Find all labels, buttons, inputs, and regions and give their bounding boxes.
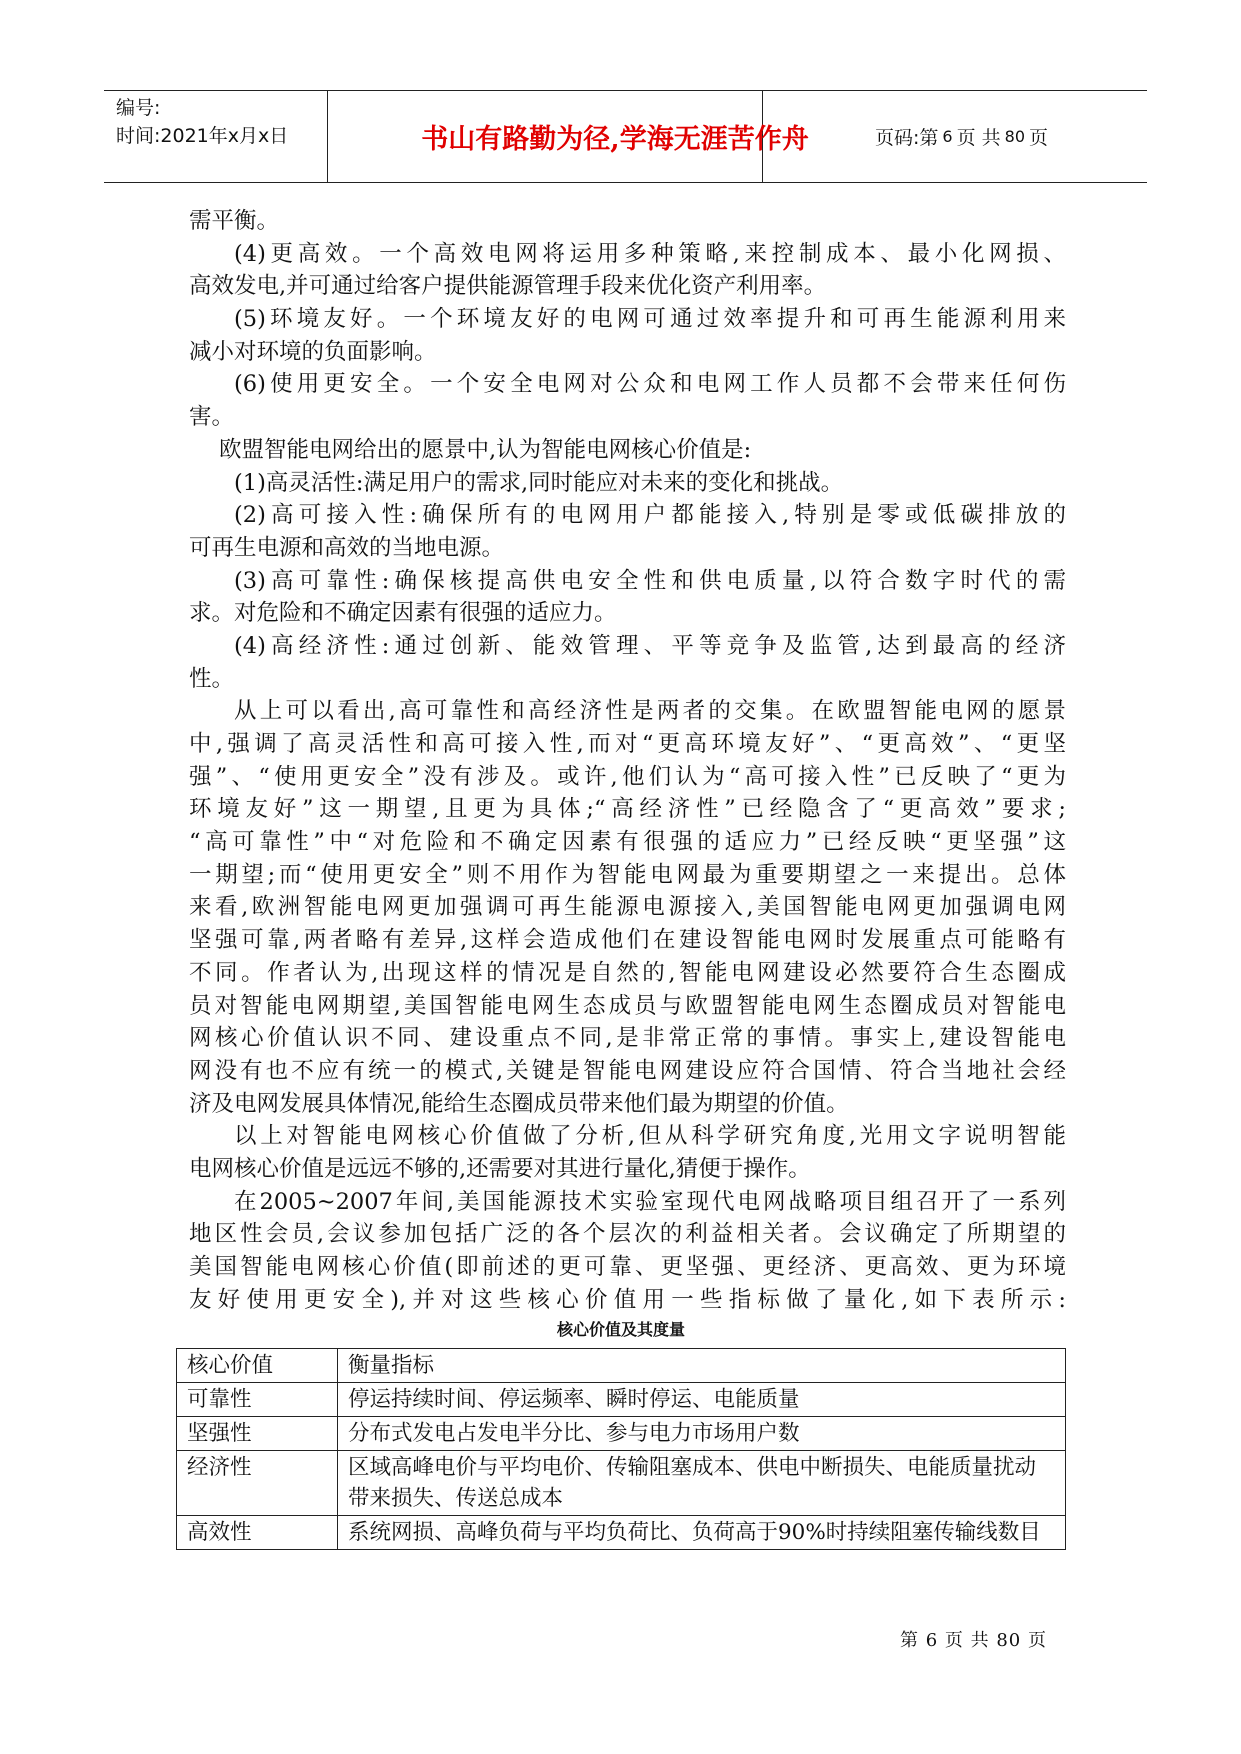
table-cell-value: 经济性 (177, 1451, 338, 1516)
body-line: 以上对智能电网核心价值做了分析,但从科学研究角度,光用文字说明智能 (234, 1123, 1066, 1150)
header-motto: 书山有路勤为径,学海无涯苦作舟 (421, 123, 809, 155)
table-cell-metric: 停运持续时间、停运频率、瞬时停运、电能质量 (338, 1383, 1066, 1417)
body-line: 减小对环境的负面影响。 (189, 338, 437, 365)
page-current: 6 (942, 126, 953, 146)
table-header-cell: 核心价值 (177, 1349, 338, 1383)
body-line: 中,强调了高灵活性和高可接入性,而对“更高环境友好”、“更高效”、“更坚 (189, 731, 1066, 757)
page-footer: 第 6 页 共 80 页 (900, 1630, 1047, 1651)
document-body (189, 205, 1066, 1316)
table-row (177, 1516, 1066, 1550)
page-prefix: 页码:第 (875, 126, 939, 149)
body-line: 友好使用更安全),并对这些核心价值用一些指标做了量化,如下表所示: (189, 1286, 1066, 1313)
core-value-table (176, 1348, 1066, 1550)
table-cell-metric: 分布式发电占发电半分比、参与电力市场用户数 (338, 1417, 1066, 1451)
body-line: (4)更高效。一个高效电网将运用多种策略,来控制成本、最小化网损、 (234, 240, 1066, 267)
header-meta (116, 94, 288, 150)
document-time-label: 时间:2021年x月x日 (116, 125, 289, 147)
body-line: (5)环境友好。一个环境友好的电网可通过效率提升和可再生能源利用来 (234, 306, 1066, 333)
body-line: 电网核心价值是远远不够的,还需要对其进行量化,猜便于操作。 (189, 1155, 811, 1182)
table-cell-metric: 系统网损、高峰负荷与平均负荷比、负荷高于90%时持续阻塞传输线数目 (338, 1516, 1066, 1550)
header-divider-left (327, 90, 328, 182)
body-line: (6)使用更安全。一个安全电网对公众和电网工作人员都不会带来任何伤 (234, 371, 1066, 398)
body-line: 网核心价值认识不同、建设重点不同,是非常正常的事情。事实上,建设智能电 (189, 1025, 1066, 1052)
body-line: 可再生电源和高效的当地电源。 (189, 534, 505, 561)
body-line: 济及电网发展具体情况,能给生态圈成员带来他们最为期望的价值。 (189, 1090, 849, 1117)
body-line: (2)高可接入性:确保所有的电网用户都能接入,特别是零或低碳排放的 (234, 502, 1066, 529)
document-number-label: 编号: (116, 97, 161, 119)
table-cell-metric: 区域高峰电价与平均电价、传输阻塞成本、供电中断损失、电能质量扰动带来损失、传送总成本 (338, 1451, 1066, 1516)
header-bottom-rule (104, 182, 1147, 183)
body-line: “高可靠性”中“对危险和不确定因素有很强的适应力”已经反映“更坚强”这 (189, 829, 1066, 856)
page-mid: 页 共 (956, 126, 1001, 149)
body-line: 强”、“使用更安全”没有涉及。或许,他们认为“高可接入性”已反映了“更为 (189, 763, 1066, 790)
body-line: 一期望;而“使用更安全”则不用作为智能电网最为重要期望之一来提出。总体 (189, 861, 1066, 888)
table-cell-value: 高效性 (177, 1516, 338, 1550)
body-line: 害。 (189, 404, 235, 431)
body-line: 不同。作者认为,出现这样的情况是自然的,智能电网建设必然要符合生态圈成 (189, 959, 1066, 986)
body-line: 美国智能电网核心价值(即前述的更可靠、更坚强、更经济、更高效、更为环境 (189, 1254, 1066, 1280)
table-cell-value: 可靠性 (177, 1383, 338, 1417)
body-line: 环境友好”这一期望,且更为具体;“高经济性”已经隐含了“更高效”要求; (189, 796, 1066, 823)
body-line: 网没有也不应有统一的模式,关键是智能电网建设应符合国情、符合当地社会经 (189, 1057, 1066, 1084)
body-line: (1)高灵活性:满足用户的需求,同时能应对未来的变化和挑战。 (234, 469, 844, 496)
header-page-info (875, 90, 1048, 182)
body-line: 员对智能电网期望,美国智能电网生态成员与欧盟智能电网生态圈成员对智能电 (189, 992, 1066, 1019)
body-line: 性。 (189, 665, 235, 692)
page-suffix: 页 (1029, 126, 1049, 149)
table-cell-value: 坚强性 (177, 1417, 338, 1451)
body-line: 从上可以看出,高可靠性和高经济性是两者的交集。在欧盟智能电网的愿景 (234, 698, 1066, 725)
body-line: (3)高可靠性:确保核提高供电安全性和供电质量,以符合数字时代的需 (234, 567, 1066, 594)
body-line: 求。对危险和不确定因素有很强的适应力。 (189, 600, 617, 627)
body-line: 在2005~2007年间,美国能源技术实验室现代电网战略项目组召开了一系列 (234, 1188, 1066, 1215)
table-caption: 核心价值及其度量 (556, 1320, 685, 1339)
body-line: 来看,欧洲智能电网更加强调可再生能源电源接入,美国智能电网更加强调电网 (189, 894, 1066, 921)
body-line: (4)高经济性:通过创新、能效管理、平等竞争及监管,达到最高的经济 (234, 632, 1066, 659)
table-header-cell: 衡量指标 (338, 1349, 1066, 1383)
page-total: 80 (1004, 126, 1025, 146)
body-line: 坚强可靠,两者略有差异,这样会造成他们在建设智能电网时发展重点可能略有 (189, 927, 1066, 954)
body-line: 需平衡。 (189, 208, 280, 234)
table-header-row (177, 1349, 1066, 1383)
table-row (177, 1383, 1066, 1417)
body-line: 地区性会员,会议参加包括广泛的各个层次的利益相关者。会议确定了所期望的 (189, 1221, 1066, 1248)
body-line: 高效发电,并可通过给客户提供能源管理手段来优化资产利用率。 (189, 273, 827, 300)
table-row (177, 1451, 1066, 1516)
table-row (177, 1417, 1066, 1451)
body-line: 欧盟智能电网给出的愿景中,认为智能电网核心价值是: (219, 436, 752, 463)
